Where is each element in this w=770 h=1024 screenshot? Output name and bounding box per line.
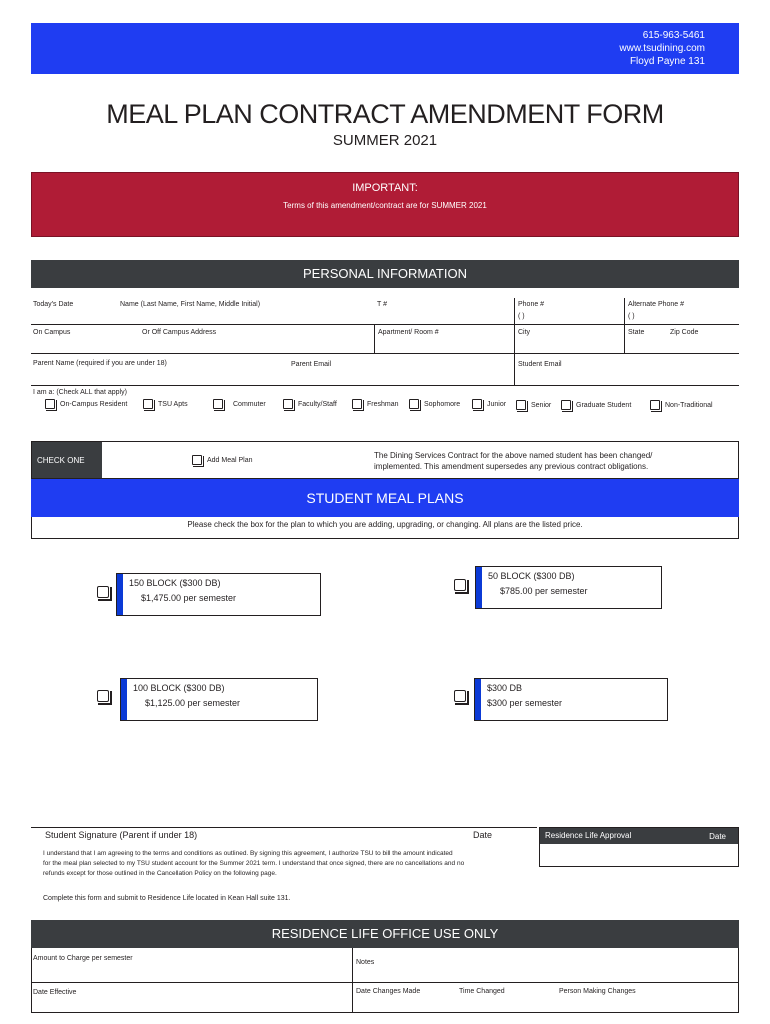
time-changed-label: Time Changed: [459, 988, 505, 995]
agreement-line1: I understand that I am agreeing to the terms and conditions as outlined. By signing this agreement, I authorize TSU to bill the amount indicated: [43, 850, 453, 857]
junior-label: Junior: [487, 401, 507, 408]
plan-300-db-stripe: [475, 679, 481, 720]
plan-100-block-name: 100 BLOCK ($300 DB): [133, 683, 225, 693]
divider-student-email: [514, 354, 515, 385]
plan-100-block: [120, 678, 318, 721]
header-phone: 615-963-5461: [642, 30, 705, 41]
faculty-staff-checkbox[interactable]: [283, 399, 293, 409]
plan-100-block-checkbox[interactable]: [97, 690, 109, 702]
freshman-label: Freshman: [367, 401, 399, 408]
agreement-line2: for the meal plan selected to my TSU student account for the Summer 2021 term. I understand that once signed, there are no cancellations and no: [43, 860, 465, 867]
non-traditional-label: Non-Traditional: [665, 402, 713, 409]
date-changes-made-label: Date Changes Made: [356, 988, 421, 995]
meal-plans-instruction-row: [31, 517, 739, 539]
zip-label: Zip Code: [670, 329, 699, 336]
divider-phone: [514, 298, 515, 325]
graduate-student-checkbox[interactable]: [561, 400, 571, 410]
senior-checkbox[interactable]: [516, 400, 526, 410]
person-making-changes-label: Person Making Changes: [559, 988, 636, 995]
signature-date-label: Date: [473, 830, 493, 840]
divider-city: [514, 325, 515, 353]
todays-date-label: Today's Date: [33, 301, 74, 308]
important-heading: IMPORTANT:: [352, 182, 418, 194]
alt-phone-paren: ( ): [628, 313, 635, 320]
apartment-room-label: Apartment/ Room #: [378, 329, 439, 336]
residence-life-approval-box: [539, 827, 739, 867]
date-effective-label: Date Effective: [33, 989, 77, 996]
personal-info-heading: PERSONAL INFORMATION: [303, 266, 467, 281]
plan-150-block-checkbox[interactable]: [97, 586, 109, 598]
name-label: Name (Last Name, First Name, Middle Initial): [120, 301, 261, 308]
on-campus-label: On Campus: [33, 329, 71, 336]
meal-plans-header: [31, 479, 739, 517]
student-signature-label: Student Signature (Parent if under 18): [45, 830, 198, 840]
check-one-section: [31, 441, 739, 479]
check-one-label: CHECK ONE: [37, 456, 85, 465]
graduate-student-label: Graduate Student: [576, 402, 632, 409]
page-subtitle: SUMMER 2021: [332, 132, 438, 149]
i-am-label: I am a: (Check ALL that apply): [33, 389, 127, 396]
sophomore-checkbox[interactable]: [409, 399, 419, 409]
plan-50-block-stripe: [476, 567, 482, 608]
plan-300-db: [474, 678, 668, 721]
alt-phone-label: Alternate Phone #: [628, 301, 685, 308]
parent-name-label: Parent Name (required if you are under 18): [33, 360, 167, 367]
commuter-checkbox[interactable]: [213, 399, 223, 409]
plan-300-db-price: $300 per semester: [487, 698, 563, 708]
plan-150-block-name: 150 BLOCK ($300 DB): [129, 578, 221, 588]
check-one-note-line1: The Dining Services Contract for the above named student has been changed/: [374, 451, 653, 460]
plan-50-block-checkbox[interactable]: [454, 579, 466, 591]
t-number-label: T #: [377, 301, 387, 308]
residence-life-approval-header: [540, 828, 738, 844]
check-one-label-box: [32, 442, 102, 478]
agreement-line3: refunds except for those outlined in the Cancellation Policy on the following page.: [43, 870, 277, 877]
state-label: State: [628, 329, 645, 336]
approval-date-label: Date: [709, 832, 726, 841]
row2-line: [31, 353, 739, 354]
row3-line: [31, 385, 739, 386]
row1-line: [31, 324, 739, 325]
plan-150-block-stripe: [117, 574, 123, 615]
divider-altphone: [624, 298, 625, 325]
city-label: City: [518, 329, 531, 336]
office-use-header: [31, 920, 739, 948]
freshman-checkbox[interactable]: [352, 399, 362, 409]
plan-50-block-name: 50 BLOCK ($300 DB): [488, 571, 575, 581]
senior-label: Senior: [531, 402, 552, 409]
meal-plans-heading: STUDENT MEAL PLANS: [306, 490, 464, 506]
add-meal-plan-label: Add Meal Plan: [207, 457, 253, 464]
plan-150-block: [116, 573, 321, 616]
important-text: Terms of this amendment/contract are for SUMMER 2021: [283, 201, 487, 210]
signature-line: [31, 827, 537, 828]
divider-state: [624, 325, 625, 353]
check-one-note-line2: implemented. This amendment supersedes any previous contract obligations.: [374, 462, 649, 471]
office-use-table: [31, 948, 739, 1013]
off-campus-address-label: Or Off Campus Address: [142, 329, 217, 336]
header-bar: [31, 23, 739, 74]
plan-100-block-stripe: [121, 679, 127, 720]
plan-300-db-checkbox[interactable]: [454, 690, 466, 702]
student-email-label: Student Email: [518, 361, 562, 368]
amount-to-charge-label: Amount to Charge per semester: [33, 955, 133, 962]
phone-label: Phone #: [518, 301, 545, 308]
tsu-apts-label: TSU Apts: [158, 401, 188, 408]
submit-note: Complete this form and submit to Residence Life located in Kean Hall suite 131.: [43, 895, 291, 902]
commuter-label: Commuter: [233, 401, 266, 408]
add-meal-plan-checkbox[interactable]: [192, 455, 202, 465]
header-location: Floyd Payne 131: [629, 56, 705, 67]
plan-50-block: [475, 566, 662, 609]
plan-150-block-price: $1,475.00 per semester: [141, 593, 237, 603]
plan-50-block-price: $785.00 per semester: [500, 586, 588, 596]
office-use-row-line: [31, 982, 739, 983]
office-use-divider: [352, 948, 353, 1013]
important-banner: [31, 172, 739, 237]
faculty-staff-label: Faculty/Staff: [298, 401, 337, 408]
divider-apt: [374, 325, 375, 353]
notes-label: Notes: [356, 959, 375, 966]
plan-300-db-name: $300 DB: [487, 683, 523, 693]
page-title: MEAL PLAN CONTRACT AMENDMENT FORM: [106, 99, 664, 129]
tsu-apts-checkbox[interactable]: [143, 399, 153, 409]
sophomore-label: Sophomore: [424, 401, 461, 408]
meal-plans-instruction: Please check the box for the plan to which you are adding, upgrading, or changing. All plans are the listed price.: [187, 520, 583, 529]
non-traditional-checkbox[interactable]: [650, 400, 660, 410]
plan-100-block-price: $1,125.00 per semester: [145, 698, 241, 708]
on-campus-resident-label: On-Campus Resident: [60, 401, 128, 408]
residence-life-approval-label: Residence Life Approval: [545, 831, 632, 840]
junior-checkbox[interactable]: [472, 399, 482, 409]
header-website: www.tsudining.com: [619, 43, 705, 54]
phone-paren: ( ): [518, 313, 525, 320]
on-campus-resident-checkbox[interactable]: [45, 399, 55, 409]
personal-info-header: [31, 260, 739, 288]
office-use-heading: RESIDENCE LIFE OFFICE USE ONLY: [271, 926, 499, 941]
parent-email-label: Parent Email: [291, 361, 332, 368]
